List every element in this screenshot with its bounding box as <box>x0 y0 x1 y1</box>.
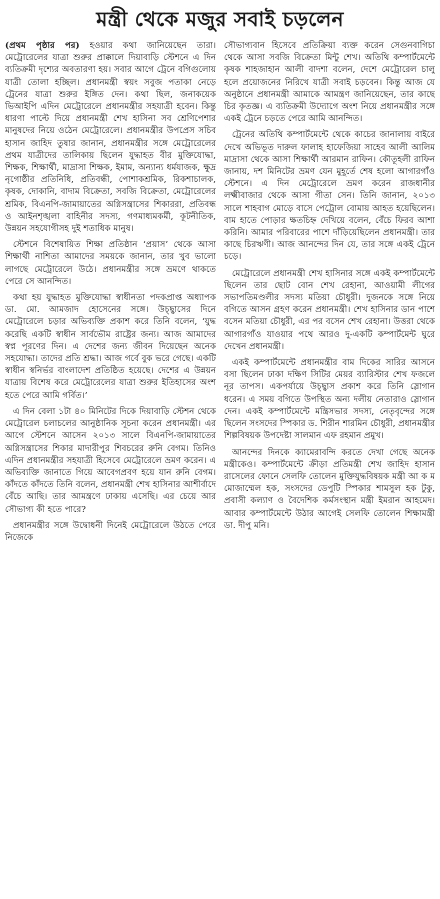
paragraph: মেট্রোরেলে প্রধানমন্ত্রী শেখ হাসিনার সঙ্গে একই কম্পার্টমেন্টে ছিলেন তার ছোট বোন শেখ রেহানা, আওয়ামী লীগের সভাপতিমণ্ডলীর সদস্য মতিয়া চৌধুরী। দুজনকে সঙ্গে নিয়ে বগিতে আসন গ্রহণ করেন প্রধানমন্ত্রী। শেখ হাসিনার ডান পাশে বসেন মতিয়া চৌধুরী, এর পর বসেন শেখ রেহানা। উত্তরা থেকে আগারগাঁও যাওয়ার পথে আরও দু-একটি কম্পার্টমেন্ট ঘুরে দেখেন প্রধানমন্ত্রী। <box>224 268 435 352</box>
paragraph: আনন্দের দিনকে ক্যামেরাবন্দি করতে দেখা গেছে অনেক মন্ত্রীকেও। কম্পার্টমেন্টে ক্রীড়া প্রতিমন্ত্রী শেখ জাহিদ হাসান রাসেলের ফোনে সেলফি তোলেন মুক্তিযুদ্ধবিষয়ক মন্ত্রী আ ক ম মোজাম্মেল হক, সংসদের ডেপুটি স্পিকার শামসুল হক টুকু, প্রবাসী কল্যাণ ও বৈদেশিক কর্মসংস্থান মন্ত্রী ইমরান আহমেদ। আবার কম্পার্টমেন্টে উঠার আগেই সেলফি তোলেন শিক্ষামন্ত্রী ডা. দীপু মনি। <box>224 447 435 531</box>
left-column <box>5 40 216 892</box>
paragraph: প্রধানমন্ত্রীর সঙ্গে উদ্বোধনী দিনেই মেট্রোরেলে উঠতে পেরে নিজেকে <box>5 520 216 543</box>
paragraph: কথা হয় যুদ্ধাহত মুক্তিযোদ্ধা স্বাধীনতা পদকপ্রাপ্ত অধ্যাপক ডা. মো. আমজাদ হোসেনের সঙ্গে। উচ্ছ্বাসের দিনে মেট্রোরেলে চড়ার অভিব্যক্তি প্রকাশ করে তিনি বলেন, ‘যুদ্ধ করেছি একটি স্বাধীন সার্বভৌম রাষ্ট্রের জন্য। আজ আমাদের স্বপ্ন পূরণের দিন। এ দেশের জন্য জীবন দিয়েছেন অনেক সহযোদ্ধা। তাদের প্রতি শ্রদ্ধা। আজ গর্বে বুক ভরে গেছে। একটি স্বাধীন স্বনির্ভর বাংলাদেশ প্রতিষ্ঠিত হয়েছে। দেশের এ উন্নয়ন যাত্রায় বিশেষ করে মেট্রোরেলের যাত্রা শুরুর ইতিহাসের অংশ হতে পেরে আমি গর্বিত।’ <box>5 293 216 401</box>
paragraph: স্টেশনে বিশেষায়িত শিক্ষা প্রতিষ্ঠান ‘প্রয়াস’ থেকে আসা শিক্ষার্থী নাশিতা আমাদের সময়কে জানান, তার খুব ভালো লাগছে মেট্রোরেলে উঠে। প্রধানমন্ত্রীর সঙ্গে ভ্রমণে থাকতে পেরে সে আনন্দিত। <box>5 240 216 287</box>
paragraph: এ দিন বেলা ১টা ৪০ মিনিটের দিকে দিয়াবাড়ি স্টেশন থেকে মেট্রোরেল চলাচলের আনুষ্ঠানিক সূচনা করেন প্রধানমন্ত্রী। এর আগে স্টেশনে আসেন ২০১৩ সালে বিএনপি-জামায়াতের অগ্নিসন্ত্রাসের শিকার মাদারীপুর শিবচরের রুনি বেগম। তিনিও এদিন প্রধানমন্ত্রীর সহযাত্রী হিসেবে মেট্রোরেলে ভ্রমণ করেন। এ অভিব্যক্তি জানাতে গিয়ে আবেগপ্রবণ হয়ে যান রুনি বেগম। কাঁদতে কাঁদতে তিনি বলেন, প্রধানমন্ত্রী শেখ হাসিনার আশীর্বাদে বেঁচে আছি। তার আমন্ত্রণে ঢাকায় এসেছি। এর চেয়ে আর সৌভাগ্য কী হতে পারে? <box>5 406 216 515</box>
paragraph: ট্রেনের অতিথি কম্পার্টমেন্টে থেকে কাচের জানালায় বাইরে দেখে অভিভূত দারুল ফালাহ হাফেজিয়া সাহেব আলী আলিম মাদ্রাসা থেকে আসা শিক্ষার্থী আরমান রাফিন। কৌতূহলী রাফিন জানায়, দশ মিনিটের ভ্রমণ যেন মুহূর্তে শেষ হলো আগারগাঁও স্টেশনে। এ দিন মেট্রোরেলে ভ্রমণ করেন রাজধানীর লক্ষ্মীবাজার থেকে আসা গীতা সেন। তিনি জানান, ২০১৩ সালে শাহবাগ মোড়ে বাসে পেট্রোল বোমায় আহত হয়েছিলেন। বাম হাতে পোড়ার ক্ষতচিহ্ন দেখিয়ে বলেন, বেঁচে ফিরব আশা করিনি। আমার পরিবারের পাশে দাঁড়িয়েছিলেন প্রধানমন্ত্রী। তার কাছে চিরঋণী। আজ আনন্দের দিন যে, তার সঙ্গে একই ট্রেনে চড়ে। <box>224 130 435 263</box>
paragraph: একই কম্পার্টমেন্টে প্রধানমন্ত্রীর বাম দিকের সারির আসনে বসা ছিলেন ঢাকা দক্ষিণ সিটির মেয়র ব্যারিস্টার শেখ ফজলে নূর তাপস। একপর্যায়ে উচ্ছ্বাস প্রকাশ করে তিনি স্লোগান ধরেন। এ সময় বগিতে উপস্থিত অন্য দলীয় নেতারাও স্লোগান দেন। একই কম্পার্টমেন্টে মন্ত্রিসভার সদস্য, নেতৃবৃন্দের সঙ্গে ছিলেন সংসদের স্পিকার ড. শিরীন শারমিন চৌধুরী, প্রধানমন্ত্রীর শিল্পবিষয়ক উপদেষ্টা সালমান এফ রহমান প্রমুখ। <box>224 358 435 442</box>
continued-label: (প্রথম পৃষ্ঠার পর) <box>5 41 80 51</box>
paragraph: (প্রথম পৃষ্ঠার পর) হওয়ার কথা জানিয়েছেন তারা। মেট্রোরেলের যাত্রা শুরুর প্রাক্কালে দিয়াবাড়ি স্টেশনে এ দিন ব্যতিক্রমী দৃশ্যের অবতারণা হয়। সবার আগে ট্রেনে বগিগুলোয় যাত্রী তোলা হচ্ছিল। প্রধানমন্ত্রী স্বয়ং সবুজ পতাকা নেড়ে ট্রেনের যাত্রা শুরুর ইঙ্গিত দেন। কথা ছিল, জনাকয়েক ভিআইপি এদিন মেট্রোরেলে প্রধানমন্ত্রীর সহযাত্রী হবেন। কিন্তু ধারণা পাল্টে দিয়ে প্রধানমন্ত্রী শেখ হাসিনা সব শ্রেণিপেশার মানুষদের নিয়ে ওঠেন মেট্রোরেলে। প্রধানমন্ত্রীর উপপ্রেস সচিব হাসান জাহিদ তুষার জানান, প্রধানমন্ত্রীর সঙ্গে মেট্রোরেলের প্রথম যাত্রীদের তালিকায় ছিলেন যুদ্ধাহত বীর মুক্তিযোদ্ধা, শিক্ষক, শিক্ষার্থী, মাদ্রাসা শিক্ষক, ইমাম, অন্যান্য ধর্মযাজক, ক্ষুদ্র নৃগোষ্ঠীর প্রতিনিধি, প্রতিবন্ধী, পোশাকশ্রমিক, রিকশাচালক, কৃষক, দোকানি, বাদাম বিক্রেতা, সবজি বিক্রেতা, মেট্রোরেলের শ্রমিক, বিএনপি-জামায়াতের অগ্নিসন্ত্রাসের শিকাররা, প্রতিবন্ধ ও আইনশৃঙ্খলা বাহিনীর সদস্য, গণমাধ্যমকর্মী, কূটনীতিক, উন্নয়ন সহযোগীসহ দুই শতাধিক মানুষ। <box>5 41 216 235</box>
headline: মন্ত্রী থেকে মজুর সবাই চড়লেন <box>96 7 344 31</box>
paragraph: সৌভাগ্যবান হিসেবে প্রতিক্রিয়া ব্যক্ত করেন সেগুনবাগিচা থেকে আসা সবজি বিক্রেতা মিন্টু শেখ। অতিথি কম্পার্টমেন্টে কৃষক শাহজাহান আলী বাদশা বলেন, দেশে মেট্রোরেল চালু হলে প্রয়োজনের নিরিখে যাত্রী সবাই চড়বেন। কিন্তু আজ যে অনুষ্ঠানে প্রধানমন্ত্রী আমাকে আমন্ত্রণ জানিয়েছেন, তার কাছে চির কৃতজ্ঞ। এ ব্যতিক্রমী উদ্যোগে অংশ নিয়ে প্রধানমন্ত্রীর সঙ্গে একই ট্রেনে চড়তে পেরে আমি আনন্দিত। <box>224 41 435 125</box>
article-body <box>5 40 435 892</box>
right-column <box>224 40 435 892</box>
